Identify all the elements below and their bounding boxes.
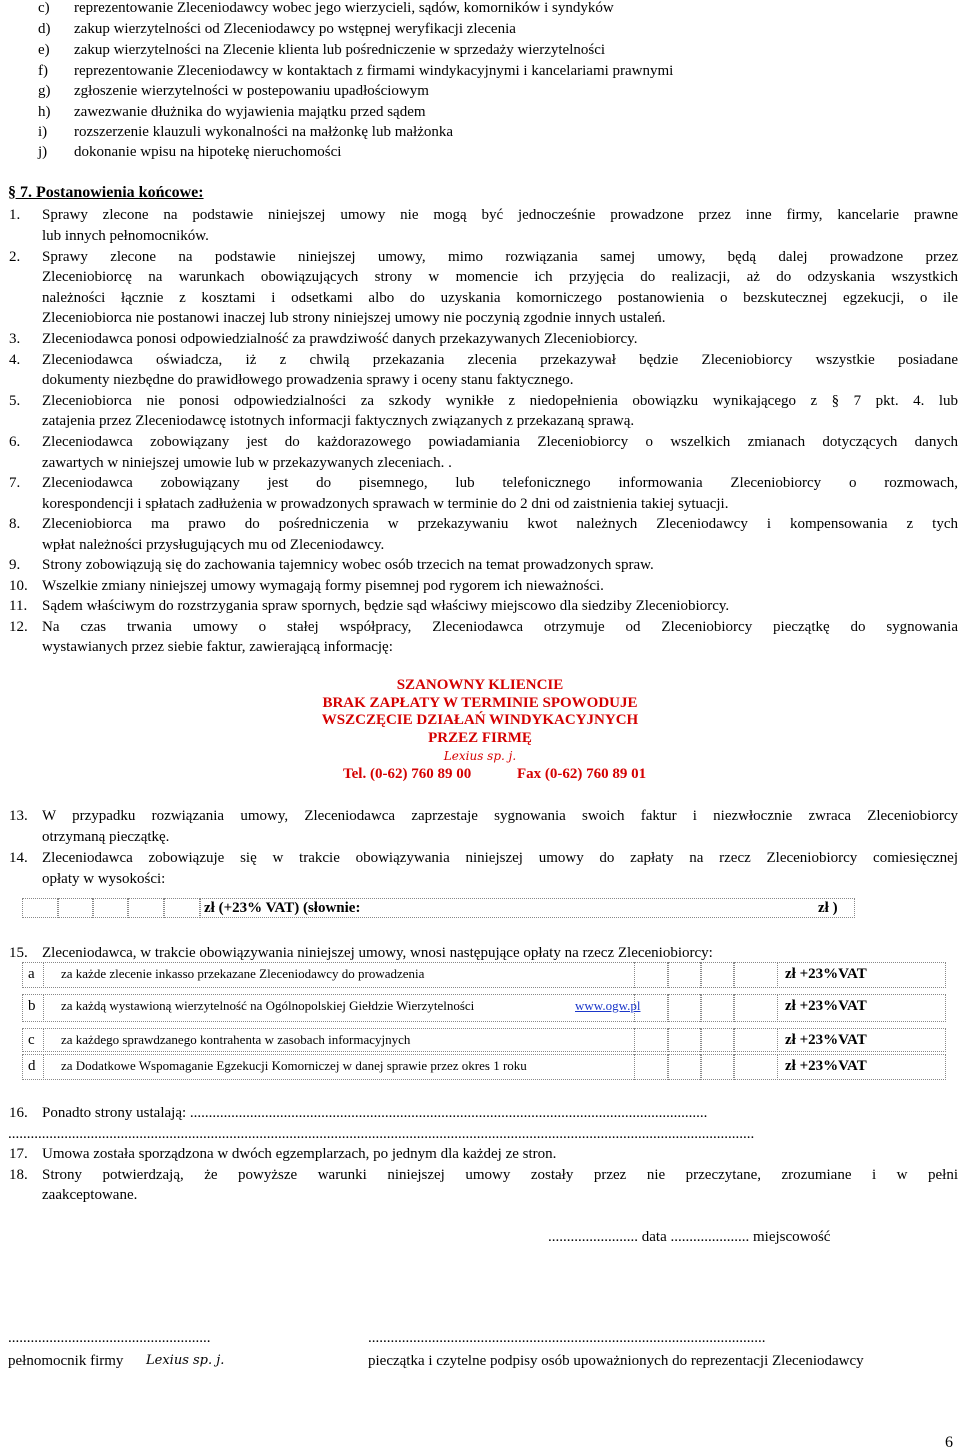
paragraph-line: Zleceniodawca, w trakcie obowiązywania niniejszej umowy, wnosi następujące opłaty na rzecz Zleceniobiorcy: [42,945,713,961]
paragraph-line: Zleceniobiorcę na warunkach obowiązujących strony w momencie ich przyjęcia do realizacji, aż do odzyskania wszystkich [42,269,958,285]
paragraph-line: Sprawy zlecone na podstawie niniejszej umowy, mimo rozwiązania samej umowy, będą dalej prowadzone przez [42,249,958,265]
fee-row-amount-cell[interactable] [700,962,734,988]
fee-row-text: za każde zlecenie inkasso przekazane Zleceniodawcy do prowadzenia [61,966,425,981]
paragraph-number: 16. [9,1105,28,1121]
paragraph-line: Zleceniodawca zobowiązuje się w trakcie obowiązywania niniejszej umowy do zapłaty na rzecz Zleceniobiorcy comiesięcznej [42,850,958,866]
paragraph-line: Zleceniodawca ponosi odpowiedzialność za prawdziwość danych przekazywanych Zleceniobiorcy. [42,331,638,347]
list-item-letter: h) [38,104,51,120]
paragraph-number: 2. [9,249,21,265]
list-item-text: zakup wierzytelności od Zleceniodawcy po wstępnej weryfikacji zlecenia [74,21,516,37]
fee-row-amount-cell[interactable] [668,962,702,988]
fee-row-amount-cell[interactable] [668,1028,702,1052]
fee-row-letter: b [28,998,36,1014]
fee-amount-cell[interactable] [58,898,94,918]
section-heading: § 7. Postanowienia końcowe: [8,184,204,201]
signature-left-dots: ...................................................... [8,1330,211,1346]
paragraph-number: 15. [9,945,28,961]
fee-amount-cell[interactable] [92,898,128,918]
fee-row-vat: zł +23%VAT [785,1032,867,1048]
paragraph-number: 1. [9,207,21,223]
paragraph-number: 5. [9,393,21,409]
list-item-text: zgłoszenie wierzytelności w postepowaniu upadłościowym [74,83,429,99]
page-number: 6 [945,1434,953,1451]
fee-row-amount-cell[interactable] [668,1054,702,1080]
paragraph-line: Na czas trwania umowy o stałej współpracy, Zleceniodawca otrzymuje od Zleceniobiorcy pieczątkę do sygnowania [42,619,958,635]
paragraph-number: 8. [9,516,21,532]
paragraph-line: W przypadku rozwiązania umowy, Zleceniodawca zaprzestaje sygnowania swoich faktur i niezwłocznie zwraca Zleceniobiorcy [42,808,958,824]
stamp-line2: BRAK ZAPŁATY W TERMINIE SPOWODUJE [322,695,638,711]
fee-row-text: za Dodatkowe Wspomaganie Egzekucji Komorniczej w danej sprawie przez okres 1 roku [61,1058,527,1073]
paragraph-number: 13. [9,808,28,824]
paragraph-number: 6. [9,434,21,450]
signature-right-label: pieczątka i czytelne podpisy osób upoważnionych do reprezentacji Zleceniodawcy [368,1353,864,1369]
paragraph-line: Zleceniobiorca nie ponosi odpowiedzialności za szkody wynikłe z niedopełnienia obowiązku wynikającego z § 7 pkt. 4. lub [42,393,958,409]
stamp-fax: Fax (0-62) 760 89 01 [517,766,647,782]
paragraph-line: korespondencji i spłatach zadłużenia w prowadzonych sprawach w terminie do 2 dni od zaistnienia takiej sytuacji. [42,496,729,512]
list-item-text: rozszerzenie klauzuli wykonalności na małżonkę lub małżonka [74,124,454,140]
paragraph-number: 10. [9,578,28,594]
fee-row-text: za każdego sprawdzanego kontrahenta w zasobach informacyjnych [61,1032,411,1047]
paragraph-line: Zleceniobiorca ma prawo do pośredniczenia w przekazywaniu kwot należnych Zleceniodawcy i kompensowania z tych [42,516,958,532]
fee-row-amount-cell[interactable] [634,1054,668,1080]
fee-row-amount-cell[interactable] [634,1028,668,1052]
paragraph-line: opłaty w wysokości: [42,871,166,887]
list-item-letter: c) [38,0,50,16]
list-item-text: reprezentowanie Zleceniodawcy wobec jego wierzycieli, sądów, komorników i syndyków [74,0,614,16]
stamp-line3: WSZCZĘCIE DZIAŁAŃ WINDYKACYJNYCH [321,712,639,728]
list-item-text: dokonanie wpisu na hipotekę nieruchomości [74,144,342,160]
stamp-line1: SZANOWNY KLIENCIE [396,677,564,693]
list-item-letter: e) [38,42,50,58]
list-item-text: reprezentowanie Zleceniodawcy w kontaktach z firmami windykacyjnymi i kancelariami prawnymi [74,63,674,79]
stamp-line4: PRZEZ FIRMĘ [428,730,532,746]
fee-row-letter: d [28,1058,36,1074]
fee-row-amount-cell[interactable] [700,1028,734,1052]
fee-end-label: zł ) [818,900,838,916]
paragraph-number: 11. [9,598,28,614]
list-item-letter: i) [38,124,48,140]
paragraph-number: 4. [9,352,21,368]
paragraph-line: zawartych w niniejszej umowie lub w przekazywanych zleceniach. . [42,455,452,471]
paragraph-line: należności łącznie z kosztami i odsetkami albo do uzyskania komorniczego postanowienia o bezskutecznej egzekucji, o ile [42,290,958,306]
paragraph-line: Strony potwierdzają, że powyższe warunki niniejszej umowy zostały przez nie przeczytane, zrozumiane i w pełni [42,1167,958,1183]
list-item-letter: g) [38,83,51,99]
paragraph-line: Sądem właściwym do rozstrzygania spraw spornych, będzie sąd właściwy miejscowo dla siedziby Zleceniobiorcy. [42,598,730,614]
fee-row-amount-cell[interactable] [734,1028,778,1052]
paragraph-number: 3. [9,331,21,347]
fee-amount-cell[interactable] [164,898,200,918]
fee-row-amount-cell[interactable] [700,994,734,1022]
paragraph-line: Zleceniodawca zobowiązany jest do każdorazowego powiadamiania Zleceniobiorcy o wszelkich zmianach dotyczących danych [42,434,958,450]
paragraph-line: Zleceniobiorca nie postanowi inaczej lub strony niniejszej umowy nie poczynią zgodnie innych ustaleń. [42,310,666,326]
fee-amount-cell[interactable] [128,898,164,918]
paragraph-line: Wszelkie zmiany niniejszej umowy wymagają formy pisemnej pod rygorem ich nieważności. [42,578,604,594]
fee-row-amount-cell[interactable] [634,962,668,988]
fee-row-vat: zł +23%VAT [785,966,867,982]
paragraph-number: 17. [9,1146,28,1162]
signature-left-label: pełnomocnik firmy [8,1353,124,1369]
fee-amount-cell[interactable] [22,898,58,918]
paragraph-line: otrzymaną pieczątkę. [42,829,170,845]
paragraph-line: zatajenia przez Zleceniodawcę istotnych informacji faktycznych związanych z przekazaną sprawą. [42,413,635,429]
fee-row-amount-cell[interactable] [734,994,778,1022]
fee-row-text: za każdą wystawioną wierzytelność na Ogólnopolskiej Giełdzie Wierzytelności [61,998,475,1013]
paragraph-line: Sprawy zlecone na podstawie niniejszej umowy nie mogą być jednocześnie prowadzone przez inne firmy, kancelarie prawne [42,207,958,223]
fee-row-letter: c [28,1032,35,1048]
paragraph-line: Strony zobowiązują się do zachowania tajemnicy wobec osób trzecich na temat prowadzonych spraw. [42,557,654,573]
fee-vat-label: zł (+23% VAT) (słownie: [204,900,361,916]
fee-row-letter: a [28,966,35,982]
paragraph-number: 14. [9,850,28,866]
paragraph-number: 7. [9,475,21,491]
paragraph-number: 18. [9,1167,28,1183]
paragraph-line: wystawianych przez siebie faktur, zawierającą informację: [42,639,393,655]
signature-right-dots: .......................................................................................................... [368,1330,766,1346]
fee-row-amount-cell[interactable] [700,1054,734,1080]
paragraph-line: wpłat należności przysługujących mu od Zleceniodawcy. [42,537,385,553]
list-item-letter: f) [38,63,48,79]
paragraph-line: Zleceniodawca oświadcza, iż z chwilą przekazania zlecenia przekazywał będzie Zleceniobiorcy wszystkie posiadane [42,352,958,368]
list-item-text: zakup wierzytelności na Zlecenie klienta lub pośredniczenie w sprzedaży wierzytelności [74,42,606,58]
stamp-company: Lexius sp. j. [443,749,517,763]
paragraph-number: 9. [9,557,21,573]
paragraph-line: zaakceptowane. [42,1187,138,1203]
paragraph-number: 12. [9,619,28,635]
paragraph-line: Umowa została sporządzona w dwóch egzemplarzach, po jednym dla każdej ze stron. [42,1146,557,1162]
paragraph-line: Ponadto strony ustalają: .......................................................................................................................................... [42,1105,708,1121]
fee-row-amount-cell[interactable] [668,994,702,1022]
paragraph-line: ....................................................................................................................................................................................................... [8,1126,755,1142]
list-item-text: zawezwanie dłużnika do wyjawienia majątku przed sądem [74,104,426,120]
paragraph-line: dokumenty niezbędne do prawidłowego prowadzenia sprawy i oceny stanu faktycznego. [42,372,574,388]
list-item-letter: d) [38,21,51,37]
fee-row-amount-cell[interactable] [734,962,778,988]
paragraph-line: Zleceniodawca zobowiązany jest do pisemnego, lub telefonicznego informowania Zleceniobiorcy o rozmowach, [42,475,958,491]
fee-row-amount-cell[interactable] [734,1054,778,1080]
paragraph-line: lub innych pełnomocników. [42,228,209,244]
stamp-tel: Tel. (0-62) 760 89 00 [343,766,472,782]
signature-left-company: Lexius sp. j. [146,1353,225,1368]
fee-row-link[interactable]: www.ogw.pl [575,998,641,1013]
date-place-line: ........................ data ..................... miejscowość [548,1229,831,1245]
fee-row-vat: zł +23%VAT [785,1058,867,1074]
fee-row-vat: zł +23%VAT [785,998,867,1014]
list-item-letter: j) [38,144,48,160]
